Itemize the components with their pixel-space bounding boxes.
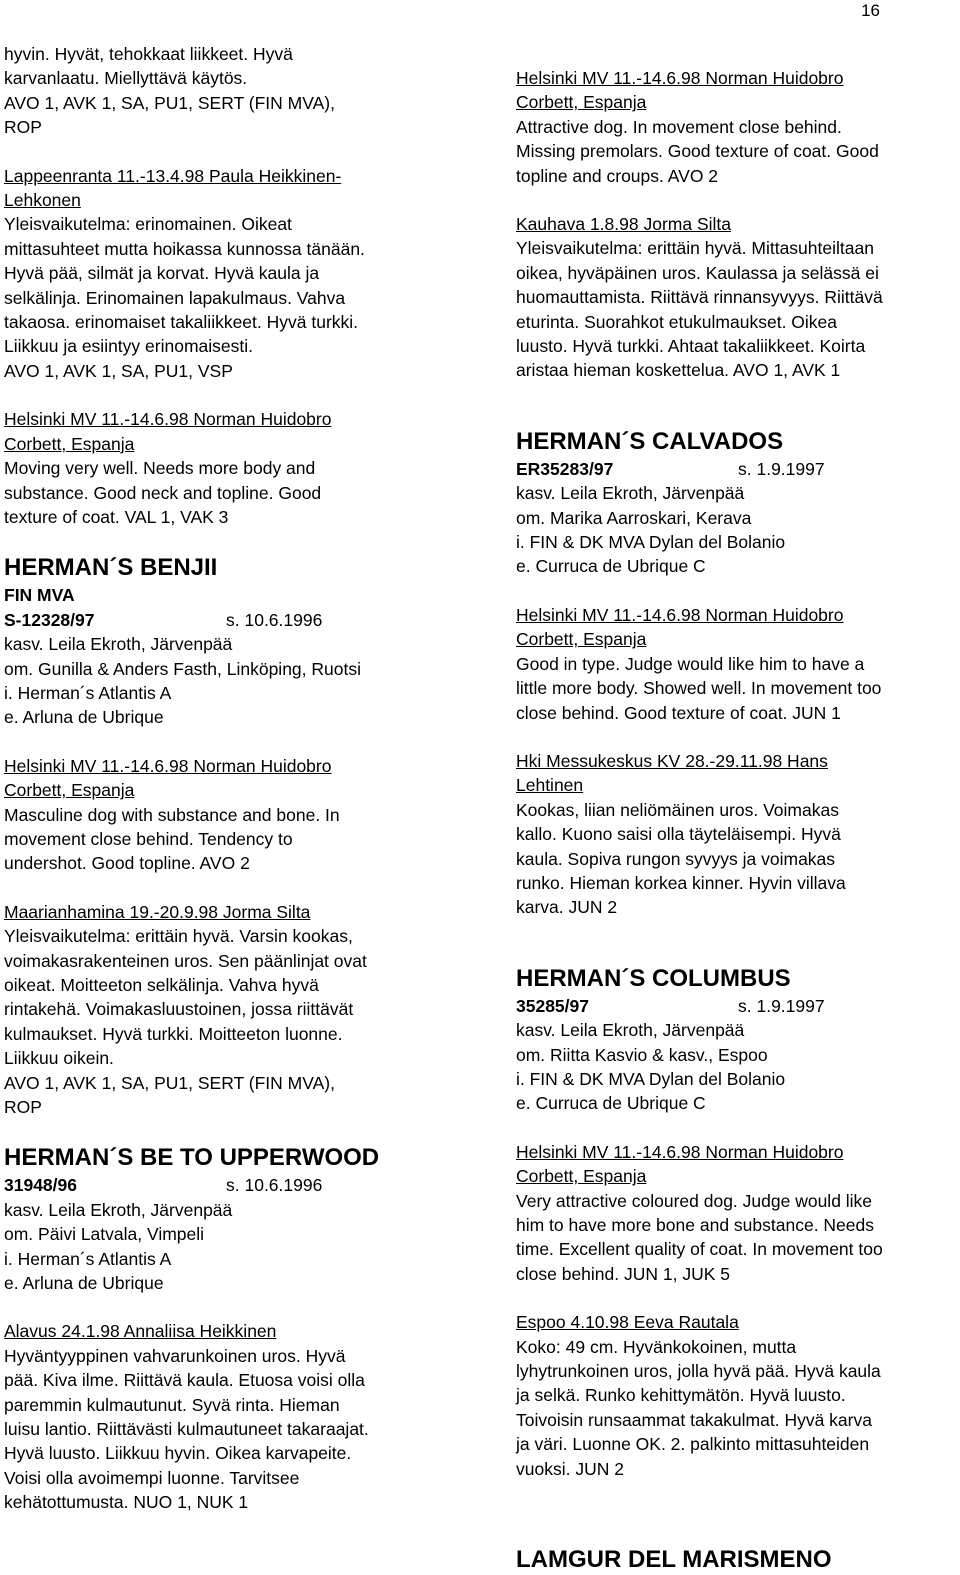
dog-name: HERMAN´S BENJII — [4, 554, 218, 582]
critique-line: oikea, hyväpäinen uros. Kaulassa ja selässä ei — [516, 262, 879, 283]
breeder: kasv. Leila Ekroth, Järvenpää — [516, 1020, 745, 1041]
owner: om. Marika Aarroskari, Kerava — [516, 507, 752, 528]
critique-line: luusto. Hyvä turkki. Ahtaat takaliikkeet. Koirta — [516, 336, 866, 357]
dog-name: LAMGUR DEL MARISMENO — [516, 1546, 832, 1574]
show-header: Alavus 24.1.98 Annaliisa Heikkinen — [4, 1321, 277, 1342]
right-column — [516, 66, 960, 1575]
show-entry-helsinki — [4, 407, 450, 529]
critique-line: ja selkä. Runko kehittymätön. Hyvä luusto. — [516, 1385, 846, 1406]
show-header: Corbett, Espanja — [4, 433, 135, 454]
critique-line: close behind. Good texture of coat. JUN 1 — [516, 702, 841, 723]
owner: om. Gunilla & Anders Fasth, Linköping, Ruotsi — [4, 658, 361, 679]
dog-entry-benjii — [4, 553, 450, 729]
dog-name: HERMAN´S BE TO UPPERWOOD — [4, 1144, 380, 1172]
critique-line: rintakehä. Voimakasluustoinen, jossa riittävät — [4, 999, 354, 1020]
critique-line: Hyväntyyppinen vahvarunkoinen uros. Hyvä — [4, 1345, 346, 1366]
registration-row — [516, 457, 960, 481]
critique-line: undershot. Good topline. AVO 2 — [4, 853, 250, 874]
show-header: Espoo 4.10.98 Eeva Rautala — [516, 1312, 739, 1333]
show-header: Corbett, Espanja — [516, 629, 647, 650]
sire: i. FIN & DK MVA Dylan del Bolanio — [516, 532, 786, 553]
text-line: hyvin. Hyvät, tehokkaat liikkeet. Hyvä — [4, 44, 293, 64]
show-header: Helsinki MV 11.-14.6.98 Norman Huidobro — [516, 1141, 844, 1162]
critique-line: Yleisvaikutelma: erinomainen. Oikeat — [4, 214, 292, 235]
show-entry-helsinki — [516, 1140, 960, 1286]
show-entry-maarianhamina — [4, 900, 450, 1120]
show-header: Kauhava 1.8.98 Jorma Silta — [516, 214, 731, 235]
show-header: Helsinki MV 11.-14.6.98 Norman Huidobro — [516, 68, 844, 88]
critique-line: vuoksi. JUN 2 — [516, 1458, 624, 1479]
dog-entry-be-to-upperwood — [4, 1143, 450, 1295]
critique-line: him to have more bone and substance. Needs — [516, 1215, 874, 1235]
breeder: kasv. Leila Ekroth, Järvenpää — [4, 1199, 233, 1220]
critique-line: Liikkuu oikein. — [4, 1048, 114, 1069]
critique-line: Koko: 49 cm. Hyvänkokoinen, mutta — [516, 1336, 797, 1357]
critique-line: kallo. Kuono saisi olla täyteläisempi. Hyvä — [516, 824, 841, 845]
critique-line: eturinta. Suorahkot etukulmaukset. Oikea — [516, 311, 838, 332]
critique-line: Missing premolars. Good texture of coat. Good — [516, 141, 879, 162]
show-entry-espoo — [516, 1310, 960, 1481]
dog-entry-calvados — [516, 427, 960, 579]
critique-line: time. Excellent quality of coat. In movement too — [516, 1239, 883, 1260]
show-header: Helsinki MV 11.-14.6.98 Norman Huidobro — [4, 409, 332, 430]
show-entry-kauhava — [516, 212, 960, 383]
critique-line: Hyvä luusto. Liikkuu hyvin. Oikea karvapeite. — [4, 1443, 352, 1464]
dog-entry-lamgur — [516, 1545, 960, 1575]
registration-row — [516, 994, 960, 1018]
critique-line: Good in type. Judge would like him to have a — [516, 653, 865, 674]
birth-date: s. 1.9.1997 — [738, 458, 825, 479]
critique-line: takaosa. erinomaiset takaliikkeet. Hyvä turkki. — [4, 312, 359, 333]
critique-line: Kookas, liian neliömäinen uros. Voimakas — [516, 799, 839, 820]
show-header: Hki Messukeskus KV 28.-29.11.98 Hans — [516, 750, 828, 771]
critique-line: movement close behind. Tendency to — [4, 828, 293, 849]
critique-line: ROP — [4, 1097, 42, 1118]
show-entry-helsinki — [516, 603, 960, 725]
show-header: Maarianhamina 19.-20.9.98 Jorma Silta — [4, 901, 311, 922]
show-header: Helsinki MV 11.-14.6.98 Norman Huidobro — [516, 604, 844, 625]
birth-date: s. 10.6.1996 — [226, 609, 323, 630]
owner: om. Riitta Kasvio & kasv., Espoo — [516, 1044, 768, 1065]
critique-line: aristaa hieman koskettelua. AVO 1, AVK 1 — [516, 360, 841, 381]
birth-date: s. 1.9.1997 — [738, 995, 825, 1016]
registration-number: S-12328/97 — [4, 609, 95, 630]
critique-line: kulmaukset. Hyvä turkki. Moitteeton luonne. — [4, 1023, 343, 1044]
owner: om. Päivi Latvala, Vimpeli — [4, 1224, 205, 1245]
critique-line: close behind. JUN 1, JUK 5 — [516, 1263, 730, 1284]
critique-line: texture of coat. VAL 1, VAK 3 — [4, 506, 229, 527]
critique-line: Attractive dog. In movement close behind. — [516, 116, 842, 137]
sire: i. Herman´s Atlantis A — [4, 682, 172, 703]
page-number: 16 — [861, 1, 880, 20]
breeder: kasv. Leila Ekroth, Järvenpää — [4, 634, 233, 655]
critique-line: selkälinja. Erinomainen lapakulmaus. Vahva — [4, 287, 346, 308]
dam: e. Curruca de Ubrique C — [516, 556, 706, 577]
show-entry-helsinki — [516, 66, 960, 188]
show-header: Lehtinen — [516, 775, 584, 796]
sire: i. FIN & DK MVA Dylan del Bolanio — [516, 1068, 786, 1089]
critique-line: Yleisvaikutelma: erittäin hyvä. Varsin kookas, — [4, 926, 353, 947]
registration-number: ER35283/97 — [516, 458, 614, 479]
registration-row — [4, 1173, 450, 1197]
show-entry-lappeenranta — [4, 164, 450, 384]
critique-line: huomauttamista. Riittävä rinnansyvyys. Riittävä — [516, 287, 883, 308]
registration-number: 31948/96 — [4, 1175, 77, 1196]
critique-line: pää. Kiva ilme. Riittävä kaula. Etuosa voisi olla — [4, 1370, 365, 1391]
text-line: AVO 1, AVK 1, SA, PU1, SERT (FIN MVA), — [4, 92, 335, 113]
critique-line: paremmin kulmautunut. Syvä rinta. Hieman — [4, 1394, 340, 1415]
dam: e. Arluna de Ubrique — [4, 707, 164, 728]
critique-line: Liikkuu ja esiintyy erinomaisesti. — [4, 336, 253, 357]
breeder: kasv. Leila Ekroth, Järvenpää — [516, 483, 745, 504]
show-entry-alavus — [4, 1319, 450, 1514]
critique-line: ja väri. Luonne OK. 2. palkinto mittasuhteiden — [516, 1434, 870, 1455]
critique-line: little more body. Showed well. In movement too — [516, 678, 882, 699]
critique-line: voimakasrakenteinen uros. Sen päänlinjat ovat — [4, 950, 367, 971]
show-header: Corbett, Espanja — [516, 1166, 647, 1187]
show-header: Corbett, Espanja — [4, 780, 135, 801]
dog-name: HERMAN´S CALVADOS — [516, 427, 784, 455]
show-entry-hki-messukeskus — [516, 749, 960, 920]
critique-line: luisu lantio. Riittävästi kulmautuneet takaraajat. — [4, 1419, 369, 1440]
show-header: Corbett, Espanja — [516, 92, 647, 113]
critique-line: Hyvä pää, silmät ja korvat. Hyvä kaula ja — [4, 263, 320, 284]
critique-line: kaula. Sopiva rungon syvyys ja voimakas — [516, 848, 836, 869]
critique-line: lyhytrunkoinen uros, jolla hyvä pää. Hyvä kaula — [516, 1361, 881, 1382]
critique-line: Yleisvaikutelma: erittäin hyvä. Mittasuhteiltaan — [516, 238, 874, 259]
critique-line: oikeat. Moitteeton selkälinja. Vahva hyvä — [4, 974, 319, 995]
critique-line: Very attractive coloured dog. Judge would like — [516, 1190, 873, 1211]
critique-line: Voisi olla avoimempi luonne. Tarvitsee — [4, 1467, 300, 1488]
text-line: karvanlaatu. Miellyttävä käytös. — [4, 68, 248, 89]
sire: i. Herman´s Atlantis A — [4, 1248, 172, 1269]
intro-text — [4, 42, 450, 140]
show-header: Lappeenranta 11.-13.4.98 Paula Heikkinen- — [4, 165, 342, 186]
registration-number: 35285/97 — [516, 995, 589, 1016]
dam: e. Arluna de Ubrique — [4, 1273, 164, 1294]
text-line: ROP — [4, 117, 42, 138]
critique-line: runko. Hieman korkea kinner. Hyvin villava — [516, 872, 846, 893]
critique-line: kehätottumusta. NUO 1, NUK 1 — [4, 1492, 249, 1513]
critique-line: Moving very well. Needs more body and — [4, 458, 316, 479]
critique-line: mittasuhteet mutta hoikassa kunnossa tänään. — [4, 238, 365, 259]
critique-line: karva. JUN 2 — [516, 897, 618, 918]
dog-title: FIN MVA — [4, 585, 75, 606]
critique-line: substance. Good neck and topline. Good — [4, 482, 322, 503]
dam: e. Curruca de Ubrique C — [516, 1093, 706, 1114]
registration-row — [4, 608, 450, 632]
show-entry-helsinki — [4, 754, 450, 876]
show-header: Helsinki MV 11.-14.6.98 Norman Huidobro — [4, 755, 332, 776]
show-header: Lehkonen — [4, 190, 81, 211]
dog-name: HERMAN´S COLUMBUS — [516, 964, 791, 992]
birth-date: s. 10.6.1996 — [226, 1175, 323, 1196]
critique-line: topline and croups. AVO 2 — [516, 165, 719, 186]
left-column — [4, 42, 450, 1515]
critique-line: AVO 1, AVK 1, SA, PU1, SERT (FIN MVA), — [4, 1072, 335, 1093]
dog-entry-columbus — [516, 964, 960, 1116]
critique-line: Toivoisin runsaammat takakulmat. Hyvä karva — [516, 1409, 872, 1430]
critique-line: AVO 1, AVK 1, SA, PU1, VSP — [4, 360, 233, 381]
critique-line: Masculine dog with substance and bone. In — [4, 804, 340, 825]
